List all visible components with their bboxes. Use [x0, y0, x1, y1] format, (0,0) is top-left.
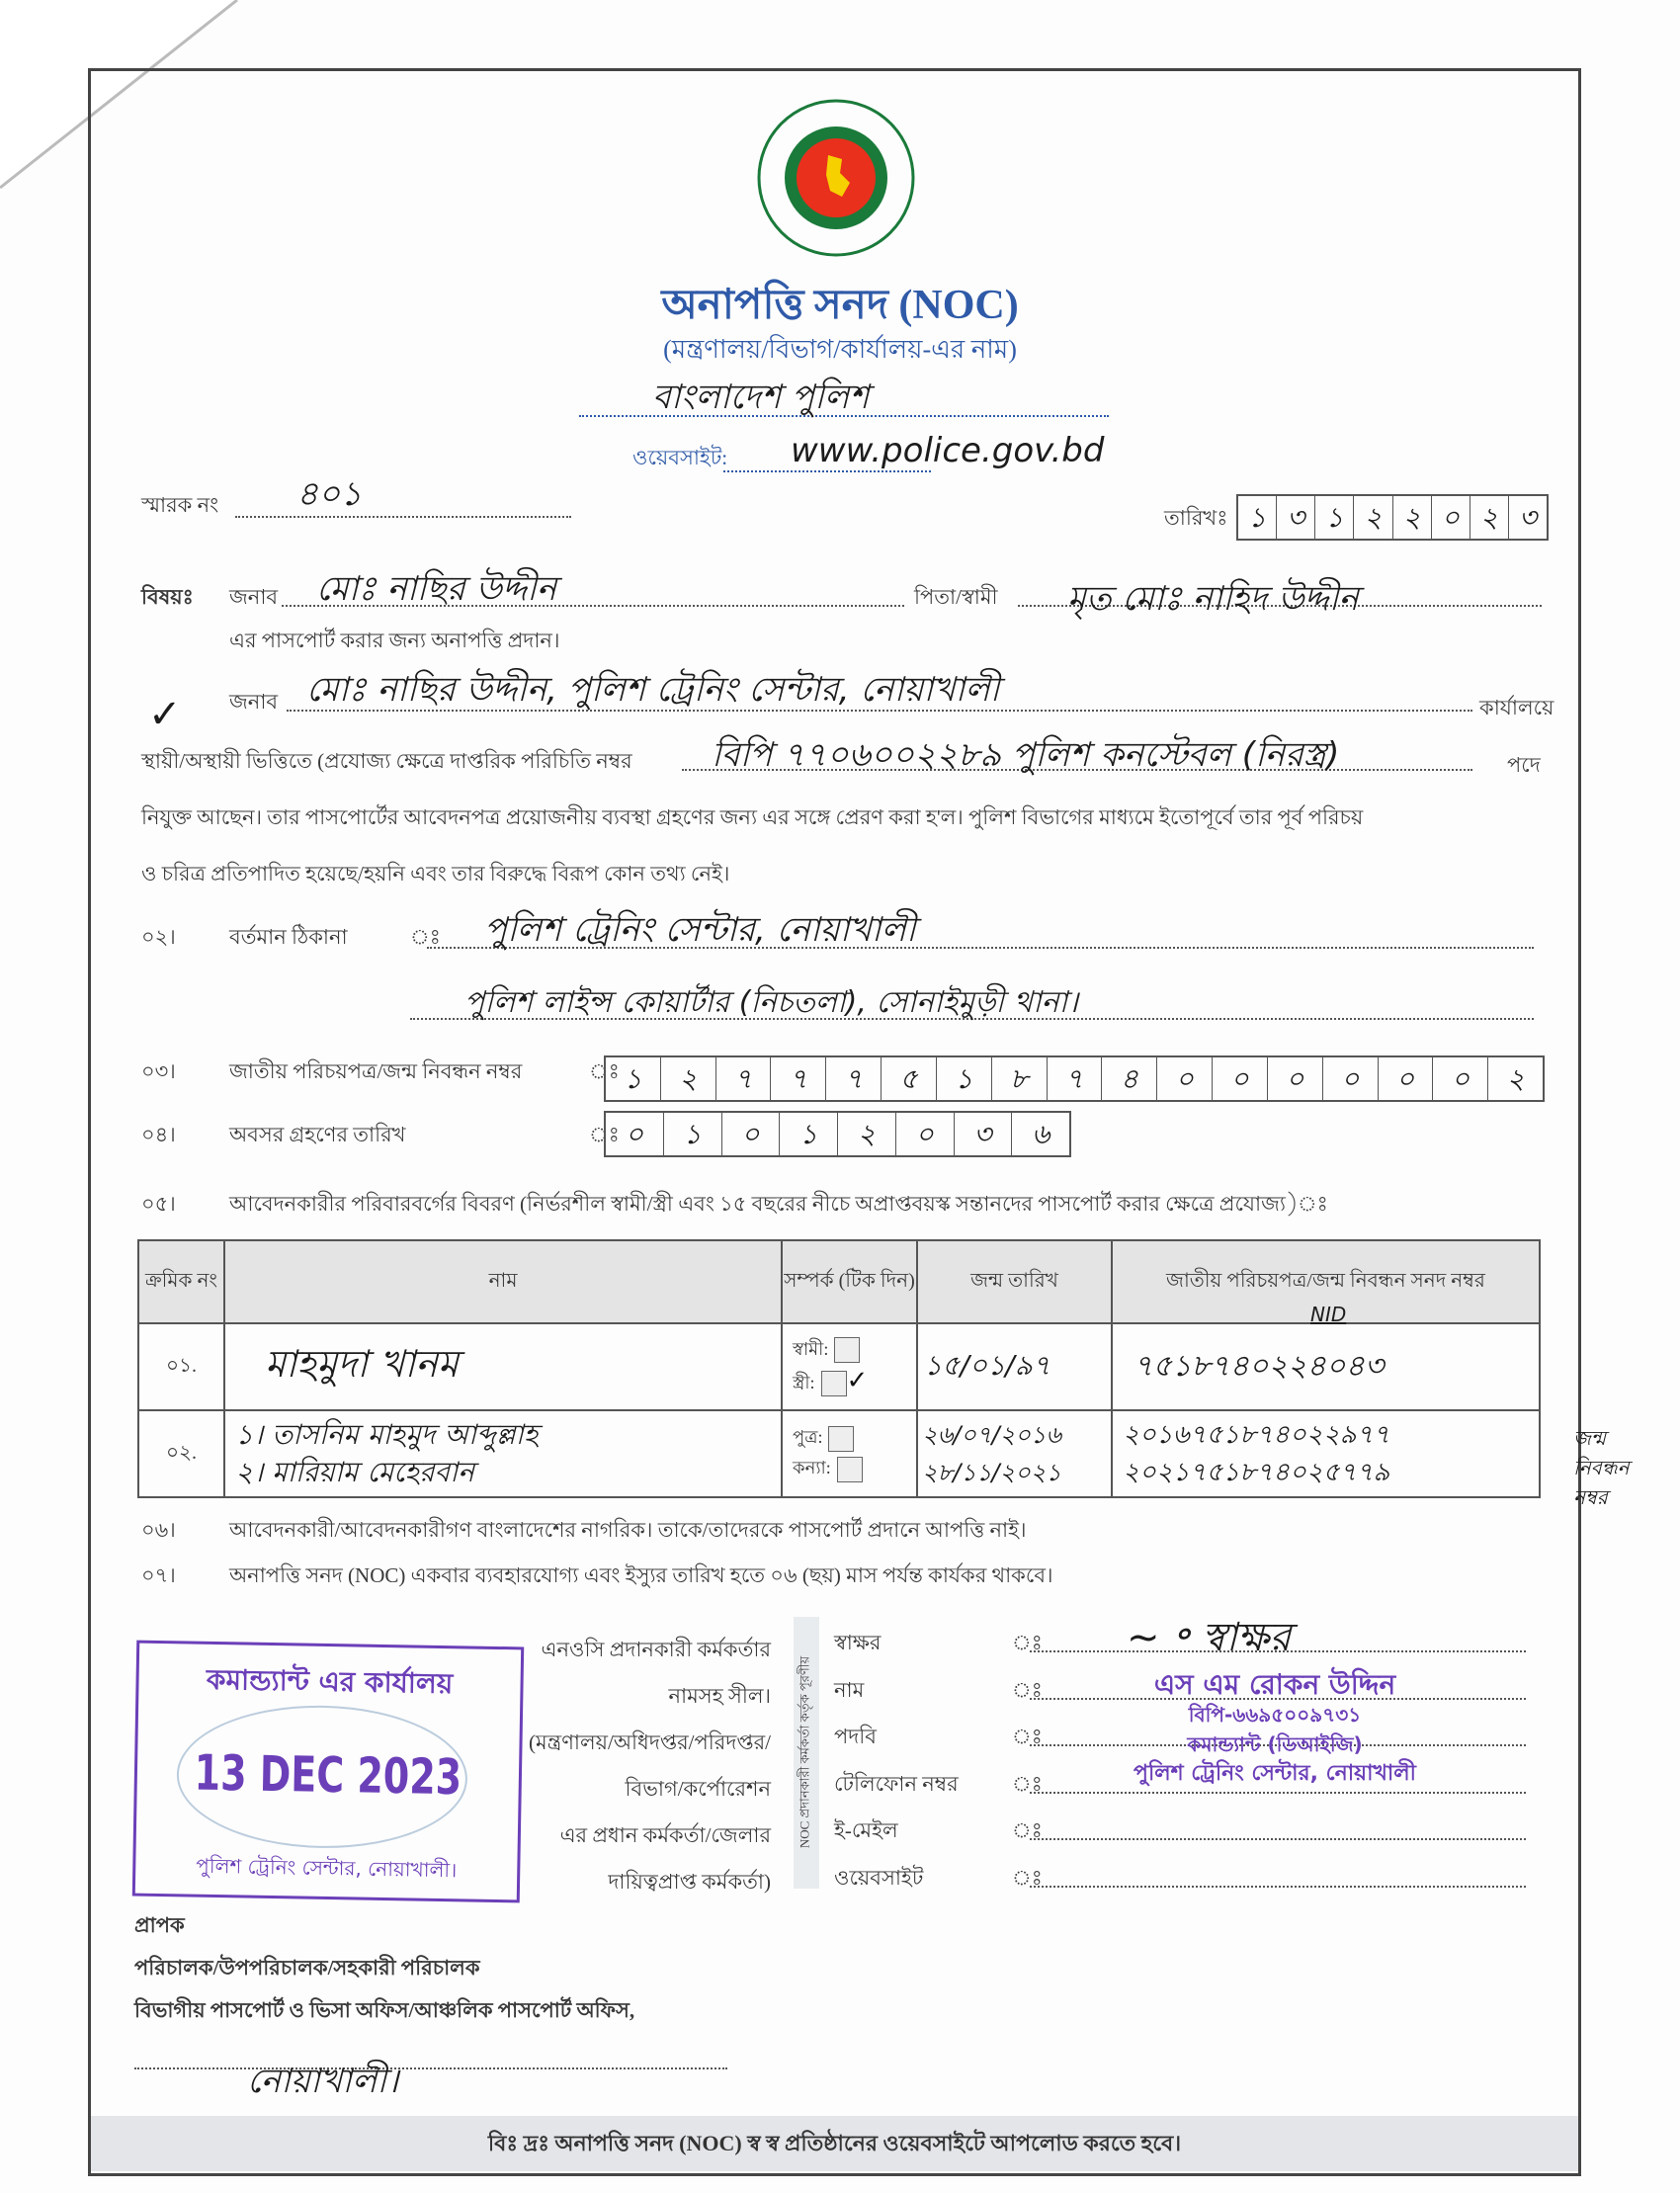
recipient-line2: বিভাগীয় পাসপোর্ট ও ভিসা অফিস/আঞ্চলিক পাসপোর্ট অফিস,	[134, 1998, 635, 2022]
field-dotted-line	[1030, 1838, 1526, 1840]
digit-box: ২	[838, 1113, 896, 1155]
digit-box: ০	[1433, 1057, 1488, 1100]
row-serial: ০২.	[138, 1410, 224, 1497]
stamp-title: কমান্ড্যান্ট এর কার্যালয়	[206, 1662, 454, 1701]
memo-value: ৪০১	[296, 474, 363, 514]
item-02-label: বর্তমান ঠিকানা	[229, 925, 348, 949]
memo-dotted-line	[235, 516, 571, 518]
digit-box: ১	[664, 1113, 722, 1155]
subject-line2: এর পাসপোর্ট করার জন্য অনাপত্তি প্রদান।	[229, 629, 560, 652]
recipient-label: প্রাপক	[134, 1913, 185, 1937]
colon: ঃ	[1012, 1771, 1043, 1796]
digit-box: ৬	[1032, 1118, 1050, 1150]
digit-box: ২	[1506, 1062, 1525, 1095]
digit-box: ৫	[882, 1057, 937, 1100]
field-dotted-line	[1030, 1792, 1526, 1794]
digit-box: ৩	[955, 1113, 1013, 1155]
post-suffix: পদে	[1507, 753, 1541, 777]
line: এনওসি প্রদানকারী কর্মকর্তার	[541, 1638, 771, 1661]
vertical-label: NOC প্রদানকারী কর্মকর্তা কর্তৃক পূরণীয়	[797, 1655, 812, 1849]
signature: ~ ॰ স্বাক্ষর	[1127, 1615, 1292, 1660]
date-digit: ০	[1432, 496, 1470, 539]
digit-box: ০	[1213, 1057, 1268, 1100]
item-03-label: জাতীয় পরিচয়পত্র/জন্ম নিবন্ধন নম্বর	[229, 1059, 523, 1083]
digit-box: ০	[1157, 1057, 1213, 1100]
line: নামসহ সীল।	[668, 1684, 771, 1708]
digit-box: ২	[661, 1057, 716, 1100]
field-label: ই-মেইল	[834, 1818, 898, 1842]
digit-box: ৭	[1048, 1057, 1103, 1100]
item-04-number: ০৪।	[141, 1123, 176, 1146]
seal-designation: কমান্ড্যান্ট (ডিআইজি)	[1187, 1732, 1363, 1756]
item-03-number: ০৩।	[141, 1059, 176, 1083]
digit-box: ১	[937, 1057, 992, 1100]
item-05-number: ০৫।	[141, 1192, 176, 1216]
digit-box: ৮	[992, 1057, 1048, 1100]
item-02-number: ০২।	[141, 925, 176, 949]
field-label: ওয়েবসাইট	[834, 1865, 924, 1890]
date-digit: ১	[1238, 496, 1277, 539]
field-label: টেলিফোন নম্বর	[834, 1771, 959, 1796]
page-title: অনাপত্তি সনদ (NOC)	[661, 283, 1019, 328]
nid-note: NID	[1310, 1303, 1347, 1326]
father-value: মৃত মোঃ নাহিদ উদ্দীন	[1067, 579, 1359, 619]
date-digit: ২	[1470, 496, 1509, 539]
memo-label: স্মারক নং	[141, 493, 219, 517]
relation-daughter[interactable]	[793, 1454, 915, 1484]
digit-box: ১	[780, 1113, 838, 1155]
family-table	[137, 1239, 1541, 1498]
digit-box: ৪	[1102, 1057, 1157, 1100]
address-value-1: পুলিশ ট্রেনিং সেন্টার, নোয়াখালী	[484, 910, 916, 950]
retirement-date-boxes	[604, 1111, 1071, 1157]
checkbox[interactable]	[834, 1337, 860, 1363]
recipient-line1: পরিচালক/উপপরিচালক/সহকারী পরিচালক	[134, 1956, 480, 1980]
applicant-name: মোঃ নাছির উদ্দীন	[316, 569, 557, 609]
label: স্বামী:	[793, 1338, 829, 1359]
body-paragraph-1: নিযুক্ত আছেন। তার পাসপোর্টের আবেদনপত্র প্রয়োজনীয় ব্যবস্থা গ্রহণের জন্য এর সঙ্গে প্রেরণ করা হ'ল। পুলিশ বিভাগের মাধ্যমে ইতোপূর্বে তার পূর্ব পরিচয়	[141, 805, 1364, 829]
address-value-2: পুলিশ লাইন্স কোয়ার্টার (নিচতলা), সোনাইমুড়ী থানা।	[464, 985, 1078, 1020]
seal-name: এস এম রোকন উদ্দিন	[1153, 1668, 1396, 1701]
colon: ঃ	[1012, 1865, 1043, 1890]
item-04-label: অবসর গ্রহণের তারিখ	[229, 1123, 406, 1146]
nid-boxes	[604, 1055, 1545, 1102]
website-dotted-line	[723, 470, 931, 472]
colon: ঃ	[1012, 1818, 1043, 1842]
colon: ঃ	[1012, 1677, 1043, 1702]
field-label: নাম	[834, 1677, 865, 1702]
relation-husband[interactable]	[793, 1335, 915, 1366]
digit-box: ০	[1379, 1057, 1434, 1100]
digit-box: ৭	[716, 1057, 772, 1100]
field-label: পদবি	[834, 1725, 877, 1748]
date-digit: ৩	[1277, 496, 1315, 539]
government-logo	[754, 96, 918, 260]
item-06-number: ০৬।	[141, 1518, 176, 1542]
date-digit: ৩	[1518, 501, 1538, 534]
line: দায়িত্বপ্রাপ্ত কর্মকর্তা)	[608, 1870, 771, 1894]
row-id-1: ২০১৬৭৫১৮৭৪০২২৯৭৭	[1123, 1420, 1390, 1450]
official-id-value: বিপি ৭৭০৬০০২২৮৯ পুলিশ কনস্টেবল (নিরস্ত্র)	[712, 735, 1340, 775]
row-dob-1: ২৬/০৭/২০১৬	[922, 1421, 1061, 1449]
stamp-date: 13 DEC 2023	[194, 1744, 462, 1806]
office-name-value: বাংলাদেশ পুলিশ	[652, 378, 870, 417]
label: স্ত্রী:	[793, 1372, 815, 1392]
ministry-subtitle: (মন্ত্রণালয়/বিভাগ/কার্যালয়-এর নাম)	[663, 335, 1017, 364]
date-digit: ২	[1354, 496, 1392, 539]
date-boxes	[1236, 494, 1549, 541]
date-digit: ২	[1393, 496, 1432, 539]
subject-janab: জনাব	[229, 585, 279, 609]
table-row	[138, 1323, 1540, 1410]
date-label: তারিখঃ	[1164, 506, 1228, 530]
col-serial: ক্রমিক নং	[138, 1240, 224, 1323]
label: কন্যা:	[793, 1458, 831, 1477]
colon: ঃ	[589, 1059, 620, 1083]
checkbox-checked[interactable]	[828, 1426, 854, 1452]
line: বিভাগ/কর্পোরেশন	[625, 1777, 771, 1801]
stamp-footer: পুলিশ ট্রেনিং সেন্টার, নোয়াখালী।	[196, 1853, 458, 1883]
office-suffix: কার্যালয়ে	[1479, 696, 1554, 719]
row-serial: ০১.	[138, 1323, 224, 1410]
item-05-label: আবেদনকারীর পরিবারবর্গের বিবরণ (নির্ভরশীল স্বামী/স্ত্রী এবং ১৫ বছরের নীচে অপ্রাপ্তবয়স্ক সন্তানদের পাসপোর্ট করার ক্ষেত্রে প্রযোজ্য)ঃ	[229, 1192, 1328, 1216]
digit-box: ১	[606, 1057, 661, 1100]
digit-box: ৭	[771, 1057, 826, 1100]
website-value: www.police.gov.bd	[791, 431, 1105, 470]
item-07-text: অনাপত্তি সনদ (NOC) একবার ব্যবহারযোগ্য এবং ইস্যুর তারিখ হতে ০৬ (ছয়) মাস পর্যন্ত কার্যকর থাকবে।	[229, 1563, 1053, 1587]
digit-box: ০	[606, 1113, 664, 1155]
colon: ঃ	[410, 925, 441, 949]
basis-label: স্থায়ী/অস্থায়ী ভিত্তিতে (প্রযোজ্য ক্ষেত্রে দাপ্তরিক পরিচিতি নম্বর	[141, 749, 632, 773]
label: পুত্র:	[793, 1427, 823, 1447]
recipient-place: নোয়াখালী।	[247, 2062, 399, 2101]
row-id-2: ২০২১৭৫১৮৭৪০২৫৭৭৯	[1123, 1458, 1390, 1487]
col-id-label: জাতীয় পরিচয়পত্র/জন্ম নিবন্ধন সনদ নম্বর	[1166, 1269, 1485, 1292]
subject-label: বিষয়ঃ	[141, 585, 194, 609]
colon: ঃ	[1012, 1631, 1043, 1654]
line: এর প্রধান কর্মকর্তা/জেলার	[559, 1823, 771, 1847]
col-dob: জন্ম তারিখ	[917, 1240, 1112, 1323]
row-dob: ১৫/০১/৯৭	[917, 1323, 1112, 1410]
relation-son[interactable]	[793, 1423, 915, 1454]
digit-box: ৭	[826, 1057, 882, 1100]
relation-wife[interactable]: স্ত্রী: ✓	[793, 1366, 915, 1399]
row-id: ৭৫১৮৭৪০২২৪০৪৩	[1134, 1348, 1385, 1384]
seal-office: পুলিশ ট্রেনিং সেন্টার, নোয়াখালী	[1134, 1761, 1416, 1786]
field-label: স্বাক্ষর	[834, 1631, 882, 1654]
item-06-text: আবেদনকারী/আবেদনকারীগণ বাংলাদেশের নাগরিক। তাকে/তাদেরকে পাসপোর্ট প্রদানে আপত্তি নাই।	[229, 1518, 1027, 1542]
field-dotted-line	[1030, 1886, 1526, 1888]
official-seal	[1018, 1670, 1532, 1789]
checkbox-checked[interactable]	[837, 1457, 863, 1482]
father-label: পিতা/স্বামী	[914, 585, 998, 609]
row-name: মাহমুদা খানম	[224, 1323, 782, 1410]
line: (মন্ত্রণালয়/অধিদপ্তর/পরিদপ্তর/	[528, 1730, 771, 1754]
date-digit: ১	[1315, 496, 1354, 539]
colon: ঃ	[1012, 1725, 1043, 1748]
table-row	[138, 1410, 1540, 1497]
seal-id: বিপি-৬৬৯৫০০৯৭৩১	[1188, 1703, 1362, 1727]
colon: ঃ	[589, 1123, 620, 1146]
item-07-number: ০৭।	[141, 1563, 176, 1587]
employee-office-value: মোঃ নাছির উদ্দীন, পুলিশ ট্রেনিং সেন্টার, নোয়াখালী	[306, 670, 1000, 710]
checkbox-checked[interactable]	[821, 1371, 847, 1396]
checkmark-icon: ✓	[148, 692, 182, 737]
col-name: নাম	[224, 1240, 782, 1323]
website-label: ওয়েবসাইট:	[632, 446, 728, 469]
vertical-strip	[794, 1617, 819, 1889]
digit-box: ০	[1323, 1057, 1379, 1100]
row-name-2: ২। মারিয়াম মেহেরবান	[235, 1456, 474, 1488]
recipient-dotted-line	[134, 2067, 727, 2069]
digit-box: ০	[1268, 1057, 1323, 1100]
col-relation: সম্পর্ক (টিক দিন)	[782, 1240, 917, 1323]
body-janab: জনাব	[229, 690, 279, 714]
digit-box: ০	[896, 1113, 955, 1155]
footer-note: বিঃ দ্রঃ অনাপত্তি সনদ (NOC) স্ব স্ব প্রতিষ্ঠানের ওয়েবসাইটে আপলোড করতে হবে।	[91, 2116, 1578, 2171]
office-stamp	[132, 1641, 524, 1903]
digit-box: ০	[722, 1113, 781, 1155]
body-paragraph-2: ও চরিত্র প্রতিপাদিত হয়েছে/হয়নি এবং তার বিরুদ্ধে বিরূপ কোন তথ্য নেই।	[141, 862, 730, 886]
row-dob-2: ২৮/১১/২০২১	[922, 1459, 1061, 1486]
margin-note: জন্ম নিবন্ধন নম্বর	[1573, 1426, 1630, 1509]
row-name-1: ১। তাসনিম মাহমুদ আব্দুল্লাহ	[235, 1418, 539, 1451]
